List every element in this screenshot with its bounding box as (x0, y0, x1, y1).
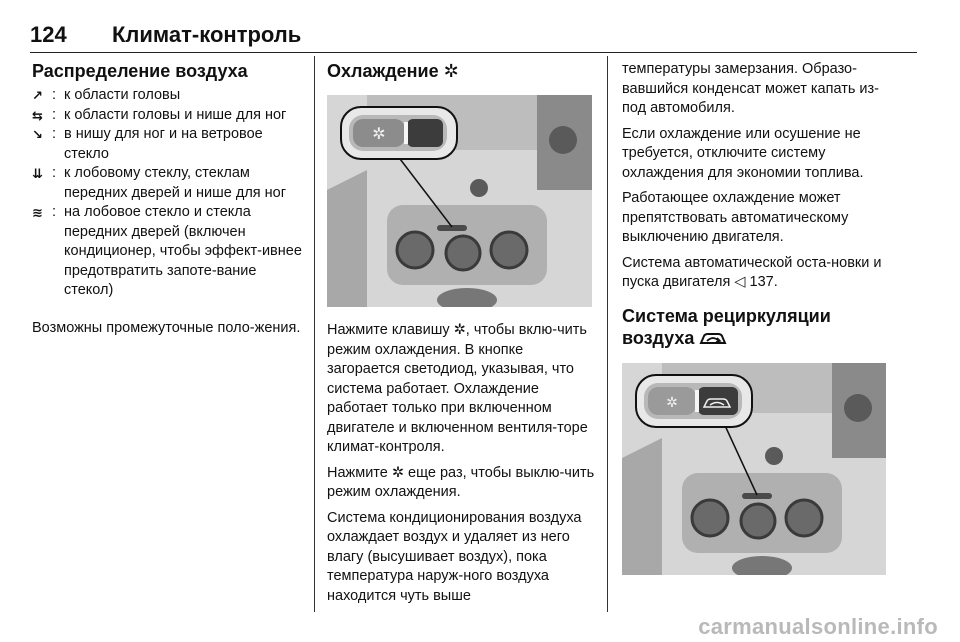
air-windscreen-feet-icon: ⇊ (32, 166, 43, 181)
air-distribution-list (32, 86, 304, 301)
page-reference[interactable]: 137. (749, 274, 778, 290)
list-item-text: к области головы и нише для ног (64, 106, 287, 123)
svg-text:✲: ✲ (666, 394, 678, 411)
cooling-para-1: Нажмите клавишу ✲, чтобы вклю-чить режим охлаждения. В кнопке загорается светодиод, указывая, что система работает. Охлаждение работает только при включенном двигателе и включенном вентиля-торе климат-контроля. (327, 322, 588, 455)
air-defrost-icon: ≋ (32, 205, 43, 220)
reference-arrow-icon: ◁ (734, 274, 746, 290)
list-item: ⇆ : к области головы и нише для ног (32, 106, 304, 126)
snowflake-icon: ✲ (453, 322, 466, 338)
list-item-text: на лобовое стекло и стекла передних дверей (включен кондиционер, чтобы эффект-ивнее предотвратить запоте-вание стекол) (64, 204, 302, 298)
section-heading-recirculation: Система рециркуляции воздуха (622, 305, 831, 348)
snowflake-icon: ✲ (443, 61, 459, 81)
column-divider-1 (314, 56, 315, 612)
svg-text:✲: ✲ (372, 124, 386, 143)
list-item: ↗ : к области головы (32, 86, 304, 106)
cooling-button-photo (327, 95, 592, 307)
air-head-feet-icon: ⇆ (32, 107, 43, 123)
list-item-text: к лобовому стеклу, стеклам передних дверей и нише для ног (64, 165, 287, 201)
snowflake-icon: ✲ (391, 464, 405, 481)
cooling-para-4: температуры замерзания. Образо-вавшийся конденсат может капать из-под автомобиля. (622, 61, 879, 116)
recirculation-icon (699, 330, 727, 346)
column-cooling (327, 60, 595, 606)
column-divider-2 (607, 56, 608, 612)
watermark: carmanualsonline.info (698, 614, 938, 639)
page-header (30, 18, 930, 54)
cooling-para-5: Если охлаждение или осушение не требуется, отключите систему охлаждения для экономии топлива. (622, 125, 864, 181)
recirculation-button-photo (622, 363, 886, 575)
cooling-para-3: Система кондиционирования воздуха охлаждает воздух и удаляет из него влагу (высушивает воздух), пока температура наруж-ного воздуха находится чуть выше (327, 509, 582, 604)
cooling-para-2: Нажмите ✲ еще раз, чтобы выклю-чить режим охлаждения. (327, 464, 595, 500)
section-heading-cooling: Охлаждение ✲ (327, 61, 459, 81)
intermediate-positions-note: Возможны промежуточные поло-жения. (32, 319, 301, 336)
cooling-para-7: Система автоматической оста-новки и пуска двигателя ◁ 137. (622, 254, 882, 290)
list-item: ↘ : в нишу для ног и на ветровое стекло (32, 125, 304, 164)
list-item-text: к области головы (64, 87, 181, 103)
list-item-text: в нишу для ног и на ветровое стекло (64, 126, 263, 162)
header-rule (30, 52, 917, 53)
list-item: ≋ : на лобовое стекло и стекла передних дверей (включен кондиционер, чтобы эффект-ивнее предотвратить запоте-вание стекол) (32, 203, 304, 301)
column-air-distribution (32, 60, 304, 338)
page-title: Климат-контроль (112, 22, 302, 47)
air-head-icon: ↗ (32, 88, 43, 103)
air-feet-windscreen-icon: ↘ (32, 127, 43, 142)
cooling-para-6: Работающее охлаждение может препятствовать автоматическому выключению двигателя. (622, 190, 849, 245)
list-item: ⇊ : к лобовому стеклу, стеклам передних дверей и нише для ног (32, 164, 304, 203)
section-heading-air-distribution: Распределение воздуха (32, 61, 248, 81)
page-number: 124 (30, 22, 67, 47)
column-cooling-continued (622, 60, 888, 575)
